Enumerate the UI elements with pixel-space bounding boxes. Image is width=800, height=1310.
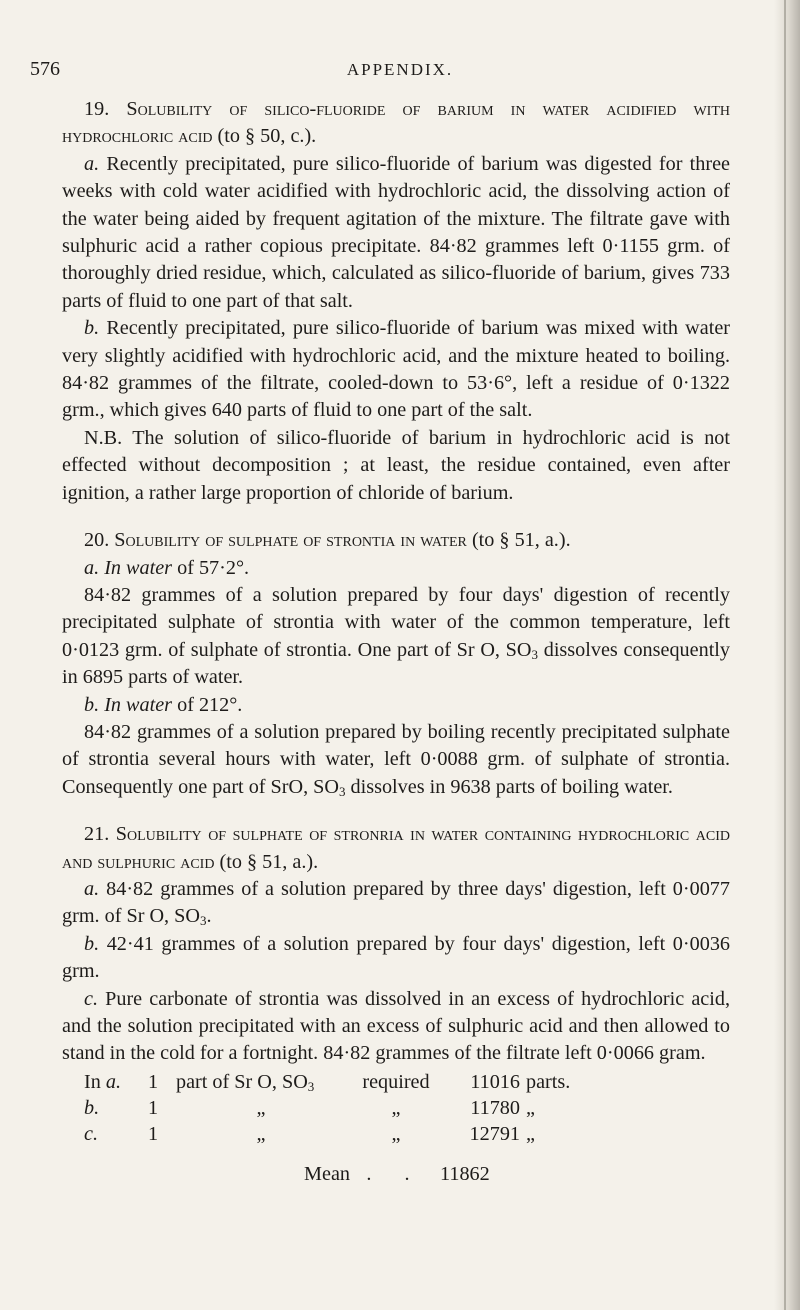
row-verb: „ [391,1122,401,1145]
subscript: 3 [307,1078,315,1094]
section-number: 20. [84,529,110,552]
row-num: 1 [148,1070,159,1093]
section-number: 19. [84,98,110,120]
para-label: c. [84,987,99,1010]
table-row [62,1095,730,1121]
para-text: Pure carbonate of strontia was dissolved in an excess of hydrochloric acid, and the solution precipitated with an excess of sulphuric acid and then allowed to stand in the cold for a fortnight. 84·82 grammes of the filtrate left 0·0066 gram. [62,987,731,1065]
section-20-para-b [62,719,730,801]
section-19-para-b [62,315,730,425]
mean-label: Mean [304,1162,350,1185]
para-label: a. [84,556,100,579]
subscript: 3 [531,646,538,662]
text-block [62,96,730,1187]
para-label: b. [84,932,100,955]
section-title: Solubility of sulphate of stronria in water containing hydrochloric acid and sulphuric acid [62,823,730,873]
section-19-para-a [62,151,730,315]
para-text-cont: dissolves consequently in 6895 parts of water. [62,638,731,689]
page-edge-shadow [774,0,800,1310]
subhead-temp: of 57·2°. [177,556,250,579]
subhead-temp: of 212°. [177,693,243,716]
row-value: 12791 [469,1122,520,1145]
para-label: a. [84,877,100,900]
row-verb: „ [391,1096,401,1119]
para-text: Recently precipitated, pure silico-fluoride of barium was digested for three weeks with cold water acidified with hydrochloric acid, the dissolving action of the water being aided by frequent agitation of the mixture. The filtrate gave with sulphuric acid a rather copious precipitate. 84·82 grammes left 0·1155 grm. of thoroughly dried residue, which, calculated as silico-fluoride of barium, gives 733 parts of fluid to one part of that salt. [62,152,730,312]
row-text: part of Sr O, SO [176,1070,308,1093]
row-value: 11016 [470,1070,520,1093]
section-20-heading [62,527,730,554]
para-text: 84·82 grammes of a solution prepared by four days' digestion of recently precipitated sulphate of strontia with water of the common temperature, left 0·0123 grm. of sulphate of strontia. One part of Sr O, SO [62,583,730,661]
row-ditto: „ [256,1096,266,1119]
para-text: 42·41 grammes of a solution prepared by four days' digestion, left 0·0036 grm. [62,932,731,983]
section-number: 21. [84,823,110,846]
row-unit: „ [526,1096,535,1119]
note-text: The solution of silico-fluoride of barium in hydrochloric acid is not effected without decomposition ; at least, the residue contained, even after ignition, a rather large proportion of chloride of barium. [62,426,730,504]
row-num: 1 [148,1122,159,1145]
note-label: N.B. [84,426,123,449]
section-21-para-a [62,876,730,931]
section-20-subhead-a [62,555,730,582]
row-verb: required [362,1070,430,1093]
results-table [62,1069,730,1187]
row-ditto: „ [256,1122,266,1145]
section-19-heading [62,96,730,151]
subscript: 3 [199,913,207,929]
subhead-title: In water [104,556,173,579]
section-20-para-a [62,582,730,692]
para-label: a. [84,152,100,175]
page-edge-line [784,0,786,1310]
para-text-cont: dissolves in 9638 parts of boiling water. [350,775,673,798]
para-text-cont: . [206,905,212,928]
mean-dots: . . [366,1162,424,1185]
section-ref: (to § 51, a.). [219,850,319,873]
section-ref: (to § 51, a.). [471,529,571,552]
mean-value: 11862 [440,1162,490,1185]
mean-row [62,1161,730,1187]
row-prefix: In [84,1070,101,1093]
para-label: b. [84,317,100,340]
row-label: a. [105,1070,122,1093]
para-text: 84·82 grammes of a solution prepared by boiling recently precipitated sulphate of strontia several hours with water, left 0·0088 grm. of sulphate of strontia. Consequently one part of SrO, SO [62,720,730,798]
row-label: c. [84,1122,99,1145]
row-unit: „ [526,1122,535,1145]
section-19-note [62,425,730,507]
subscript: 3 [339,783,346,799]
para-label: b. [84,693,100,716]
subhead-title: In water [104,693,173,716]
section-title: Solubility of silico-fluoride of barium in water acidified with hydrochloric acid [62,98,730,148]
row-value: 11780 [470,1096,520,1119]
row-label: b. [84,1096,100,1119]
para-text: Recently precipitated, pure silico-fluoride of barium was mixed with water very slightly acidified with hydrochloric acid, and the mixture heated to boiling. 84·82 grammes of the filtrate, cooled-down to 53·6°, left a residue of 0·1322 grm., which gives 640 parts of fluid to one part of the salt. [62,317,730,422]
section-21-para-c [62,986,730,1068]
section-title: Solubility of sulphate of strontia in water [114,529,467,552]
table-row [62,1069,730,1095]
row-num: 1 [148,1096,159,1119]
section-21-heading [62,821,730,876]
table-row [62,1121,730,1147]
section-21-para-b [62,931,730,986]
page-number: 576 [30,58,60,80]
para-text: 84·82 grammes of a solution prepared by three days' digestion, left 0·0077 grm. of Sr O, SO [62,877,730,928]
section-ref: (to § 50, c.). [217,125,317,148]
row-unit: parts. [526,1070,571,1093]
running-head: APPENDIX. [346,60,454,79]
section-20-subhead-b [62,692,730,719]
